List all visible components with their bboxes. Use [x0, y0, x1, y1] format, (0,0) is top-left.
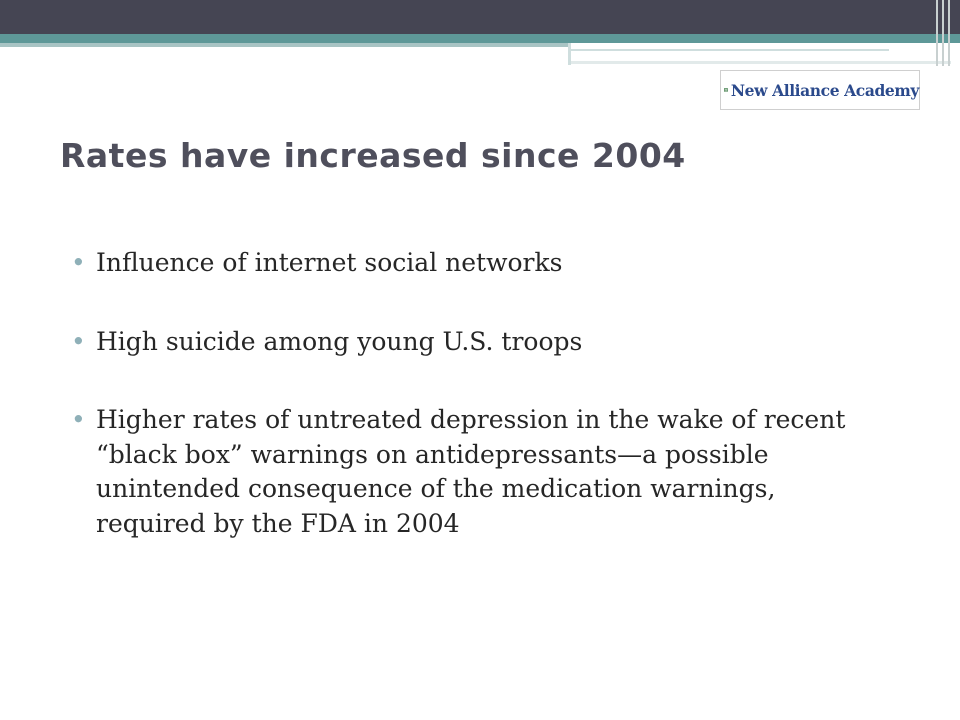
bullet-text: Influence of internet social networks: [96, 248, 563, 277]
bullet-dot-icon: •: [71, 326, 86, 356]
bullet-item: [70, 325, 890, 360]
bullet-item: [70, 246, 890, 281]
bullet-item: [70, 403, 890, 541]
bullet-text: Higher rates of untreated depression in the wake of recent “black box” warnings on antidepressants—a possible unintended consequence of the medication warnings, required by the FDA in 2004: [96, 405, 846, 538]
logo: [720, 70, 920, 110]
header-step-line: [571, 61, 951, 64]
header-accent-stripe: [0, 34, 960, 43]
header-edge-line: [936, 0, 938, 66]
bullet-list: [70, 246, 890, 585]
header-pale-stripe: [0, 43, 568, 47]
header-edge-line: [942, 0, 944, 66]
header-step-line: [571, 49, 889, 51]
bullet-dot-icon: •: [71, 248, 86, 277]
header-edge-line: [948, 0, 950, 66]
header-bar: [0, 0, 960, 34]
logo-text: New Alliance Academy: [730, 80, 919, 100]
slide-title: Rates have increased since 2004: [60, 136, 686, 175]
bullet-dot-icon: •: [71, 405, 86, 434]
academy-building-icon: [724, 74, 728, 106]
bullet-text: High suicide among young U.S. troops: [96, 326, 583, 356]
